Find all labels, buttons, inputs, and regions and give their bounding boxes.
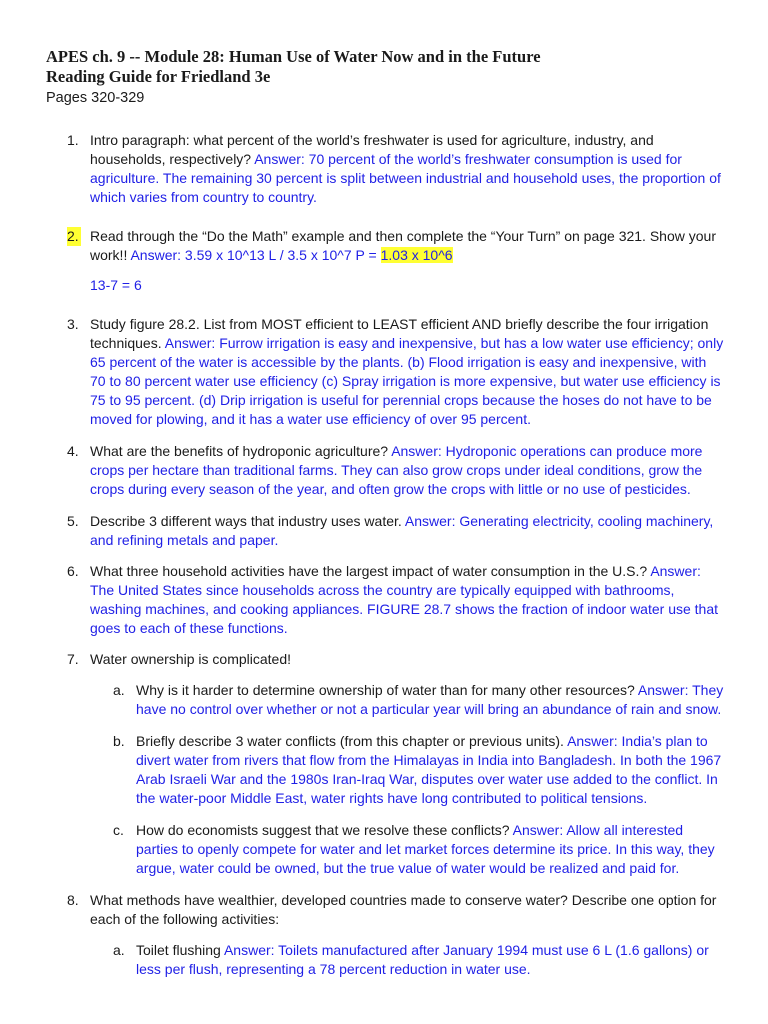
sub-question-text: How do economists suggest that we resolve these conflicts?	[136, 822, 513, 838]
question-8	[0, 891, 768, 979]
page-range: Pages 320-329	[46, 90, 145, 106]
sub-question-text: Briefly describe 3 water conflicts (from this chapter or previous units).	[136, 733, 568, 749]
question-text: Water ownership is complicated!	[90, 651, 292, 667]
sub-question-7c	[0, 821, 768, 878]
question-text: Study figure 28.2. List from MOST efficient to LEAST efficient AND briefly describe the four irrigation techniques.	[90, 316, 709, 351]
question-text: What are the benefits of hydroponic agriculture?	[90, 443, 392, 459]
sub-question-letter: a.	[113, 682, 125, 698]
sub-question-8a	[0, 941, 768, 979]
calculation-note: 13-7 = 6	[90, 277, 142, 293]
answer-text: Answer: Hydroponic operations can produce more crops per hectare than traditional farms. They can also grow crops under ideal conditions, grow the crops during every season of the year, and often grow the crops with little or no use of pesticides.	[90, 443, 703, 497]
question-text: Intro paragraph: what percent of the world’s freshwater is used for agriculture, industry, and households, respectively?	[90, 132, 654, 167]
answer-text: Answer: 70 percent of the world’s freshwater consumption is used for agriculture. The remaining 30 percent is split between industrial and household uses, the proportion of which varies from country to country.	[90, 151, 721, 205]
question-number: 5.	[67, 513, 79, 529]
question-1	[0, 131, 768, 207]
answer-highlight: 1.03 x 10^6	[380, 247, 453, 263]
question-3	[0, 315, 768, 429]
question-2	[0, 227, 768, 295]
question-number: 3.	[67, 316, 79, 332]
question-number: 8.	[67, 892, 79, 908]
question-6	[0, 562, 768, 638]
sub-question-text: Toilet flushing	[136, 942, 224, 958]
sub-question-letter: a.	[113, 942, 125, 958]
question-7	[0, 650, 768, 878]
sub-question-text: Why is it harder to determine ownership of water than for many other resources?	[136, 682, 638, 698]
question-number: 7.	[67, 651, 79, 667]
question-4	[0, 442, 768, 499]
question-number: 6.	[67, 563, 79, 579]
question-number: 1.	[67, 132, 79, 148]
question-5	[0, 512, 768, 550]
question-text: What three household activities have the largest impact of water consumption in the U.S.?	[90, 563, 651, 579]
answer-text: Answer: Toilets manufactured after January 1994 must use 6 L (1.6 gallons) or less per flush, representing a 78 percent reduction in water use.	[136, 942, 709, 977]
sub-question-list	[0, 681, 768, 878]
answer-text: Answer: 3.59 x 10^13 L / 3.5 x 10^7 P =	[130, 247, 381, 263]
sub-question-letter: b.	[113, 733, 125, 749]
sub-question-list	[0, 941, 768, 979]
answer-text: Answer: Furrow irrigation is easy and inexpensive, but has a low water use efficiency; only 65 percent of the water is accessible by the plants. (b) Flood irrigation is easy and inexpensive, with 70 to 80 percent water use efficiency (c) Spray irrigation is more expensive, but water use efficiency is 75 to 95 percent. (d) Drip irrigation is useful for perennial crops because the hoses do not have to be moved for plowing, and it has a water use efficiency of over 95 percent.	[90, 335, 724, 427]
answer-text: Answer: The United States since households across the country are typically equipped with bathrooms, washing machines, and cooking appliances. FIGURE 28.7 shows the fraction of indoor water use that goes to each of these functions.	[90, 563, 719, 636]
document-header	[46, 47, 541, 108]
question-number: 4.	[67, 443, 79, 459]
question-number-highlighted: 2.	[67, 227, 81, 246]
answer-text: Answer: India’s plan to divert water from rivers that flow from the Himalayas in India into Bangladesh. In both the 1967 Arab Israeli War and the 1980s Iran-Iraq War, disputes over water use added to the conflict. In the water-poor Middle East, water rights have long contributed to political tensions.	[136, 733, 722, 806]
answer-text: Answer: Generating electricity, cooling machinery, and refining metals and paper.	[90, 513, 714, 548]
question-list	[0, 131, 768, 992]
title-line-1: APES ch. 9 -- Module 28: Human Use of Water Now and in the Future	[46, 47, 541, 66]
title-line-2: Reading Guide for Friedland 3e	[46, 67, 271, 86]
question-text: Describe 3 different ways that industry uses water.	[90, 513, 405, 529]
question-text: Read through the “Do the Math” example and then complete the “Your Turn” on page 321. Show your work!!	[90, 228, 716, 263]
sub-question-letter: c.	[113, 822, 124, 838]
answer-text: Answer: They have no control over whether or not a particular year will bring an abundance of rain and snow.	[136, 682, 724, 717]
sub-question-7b	[0, 732, 768, 808]
answer-text: Answer: Allow all interested parties to openly compete for water and let market forces determine its price. In this way, they argue, water could be owned, but the true value of water would be realized and paid for.	[136, 822, 715, 876]
sub-question-7a	[0, 681, 768, 719]
question-text: What methods have wealthier, developed countries made to conserve water? Describe one option for each of the following activities:	[90, 892, 717, 927]
